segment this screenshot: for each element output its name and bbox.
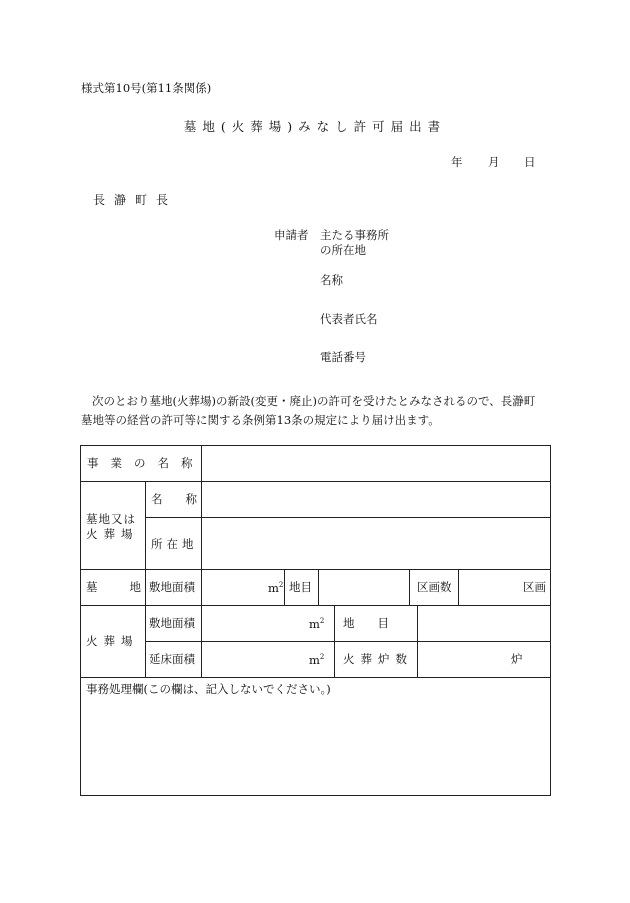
notice-line-2: 墓地等の経営の許可等に関する条例第13条の規定により届け出ます。 [81,413,440,427]
name-label: 名 称 [151,492,197,506]
date-day-label: 日 [524,155,536,169]
cemetery-label: 墓 地 [86,580,144,594]
applicant-office-label-cont: の所在地 [320,243,366,257]
furnace-count-label: 火葬炉数 [343,652,413,666]
notice-line-1: 次のとおり墓地(火葬場)の新設(変更・廃止)の許可を受けたとみなされるので、長瀞町 [92,394,536,408]
location-label: 所在地 [151,537,198,551]
form-number: 様式第10号(第11条関係) [81,81,212,95]
date-month-label: 月 [488,155,500,169]
applicant-label: 申請者 [274,228,309,242]
cemetery-site-area-label: 敷地面積 [149,580,195,594]
document-title: 墓地(火葬場)みなし許可届出書 [183,119,447,134]
notice-paragraph [81,392,551,430]
applicant-representative-label: 代表者氏名 [320,312,378,326]
office-use-label: 事務処理欄(この欄は、記入しないでください。) [86,682,331,696]
cemetery-crematorium-label: 墓地又は [86,512,136,526]
plot-count-label: 区画数 [417,580,452,594]
application-table [80,445,551,796]
recipient: 長瀞町長 [93,193,178,207]
applicant-name-label: 名称 [320,273,343,287]
floor-area-label: 延床面積 [149,652,195,666]
plot-count-unit: 区画 [523,580,546,594]
furnace-count-unit: 炉 [511,652,523,666]
applicant-phone-label: 電話番号 [320,350,366,364]
cemetery-site-area-unit: $m^2$ [268,580,284,595]
crematorium-site-area-unit: $m^2$ [309,616,325,631]
crematorium-site-area-label: 敷地面積 [149,616,195,630]
applicant-office-label: 主たる事務所 [320,228,389,242]
floor-area-unit: $m^2$ [309,652,325,667]
business-name-label: 事業の名称 [87,456,205,470]
crematorium-label: 火葬場 [86,634,139,648]
cemetery-crematorium-label-cont: 火葬場 [86,527,139,541]
crematorium-land-category-label: 地 目 [343,616,389,630]
cemetery-land-category-label: 地目 [289,580,312,594]
date-year-label: 年 [451,155,463,169]
